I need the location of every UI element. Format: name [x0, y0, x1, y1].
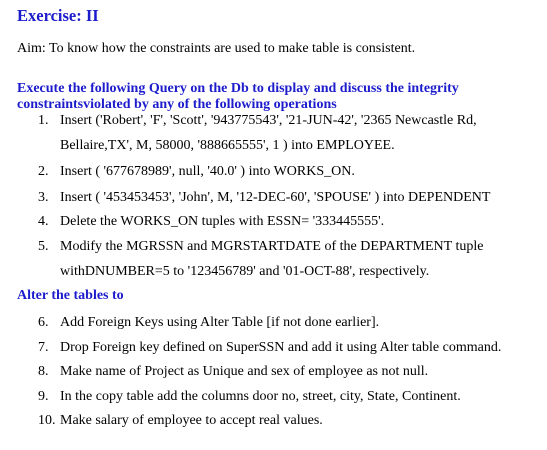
item-number: 8.	[38, 364, 49, 379]
item-text: Insert ('Robert', 'F', 'Scott', '943775543', '21-JUN-42', '2365 Newcastle Rd,	[60, 113, 477, 128]
list-item-continuation: withDNUMBER=5 to '123456789' and '01-OCT-88', respectively.	[60, 264, 430, 279]
list-item	[38, 314, 379, 332]
item-number: 7.	[38, 340, 49, 355]
section-heading-line: Execute the following Query on the Db to display and discuss the integrity	[17, 81, 459, 96]
item-text: Modify the MGRSSN and MGRSTARTDATE of the DEPARTMENT tuple	[60, 239, 484, 254]
section-heading-alter: Alter the tables to	[17, 288, 124, 303]
list-item	[38, 412, 323, 430]
item-number: 6.	[38, 315, 49, 330]
list-item	[38, 112, 477, 130]
aim-text: Aim: To know how the constraints are used to make table is consistent.	[17, 41, 416, 56]
exercise-title: Exercise: II	[17, 6, 99, 25]
item-text: Make salary of employee to accept real values.	[60, 413, 323, 428]
list-item	[38, 363, 428, 381]
item-text: Insert ( '677678989', null, '40.0' ) into WORKS_ON.	[60, 164, 355, 179]
list-item-continuation: Bellaire,TX', M, 58000, '888665555', 1 ) into EMPLOYEE.	[60, 138, 395, 153]
item-text: Make name of Project as Unique and sex of employee as not null.	[60, 364, 429, 379]
list-item	[38, 189, 490, 207]
list-item	[38, 339, 501, 357]
list-item	[38, 388, 461, 406]
item-text: Delete the WORKS_ON tuples with ESSN= '333445555'.	[60, 214, 385, 229]
item-text: In the copy table add the columns door no, street, city, State, Continent.	[60, 389, 461, 404]
item-text: Drop Foreign key defined on SuperSSN and add it using Alter table command.	[60, 340, 502, 355]
item-text: Insert ( '453453453', 'John', M, '12-DEC-60', 'SPOUSE' ) into DEPENDENT	[60, 190, 491, 205]
item-text: Add Foreign Keys using Alter Table [if not done earlier].	[60, 315, 380, 330]
list-item	[38, 238, 483, 256]
section-heading-execute	[17, 81, 459, 113]
item-number: 9.	[38, 389, 49, 404]
list-item	[38, 213, 384, 231]
item-number: 5.	[38, 239, 49, 254]
list-item	[38, 163, 355, 181]
item-number: 10.	[38, 413, 56, 428]
item-number: 1.	[38, 113, 49, 128]
item-number: 2.	[38, 164, 49, 179]
section-heading-line: constraintsviolated by any of the following operations	[17, 97, 337, 112]
item-number: 3.	[38, 190, 49, 205]
item-number: 4.	[38, 214, 49, 229]
